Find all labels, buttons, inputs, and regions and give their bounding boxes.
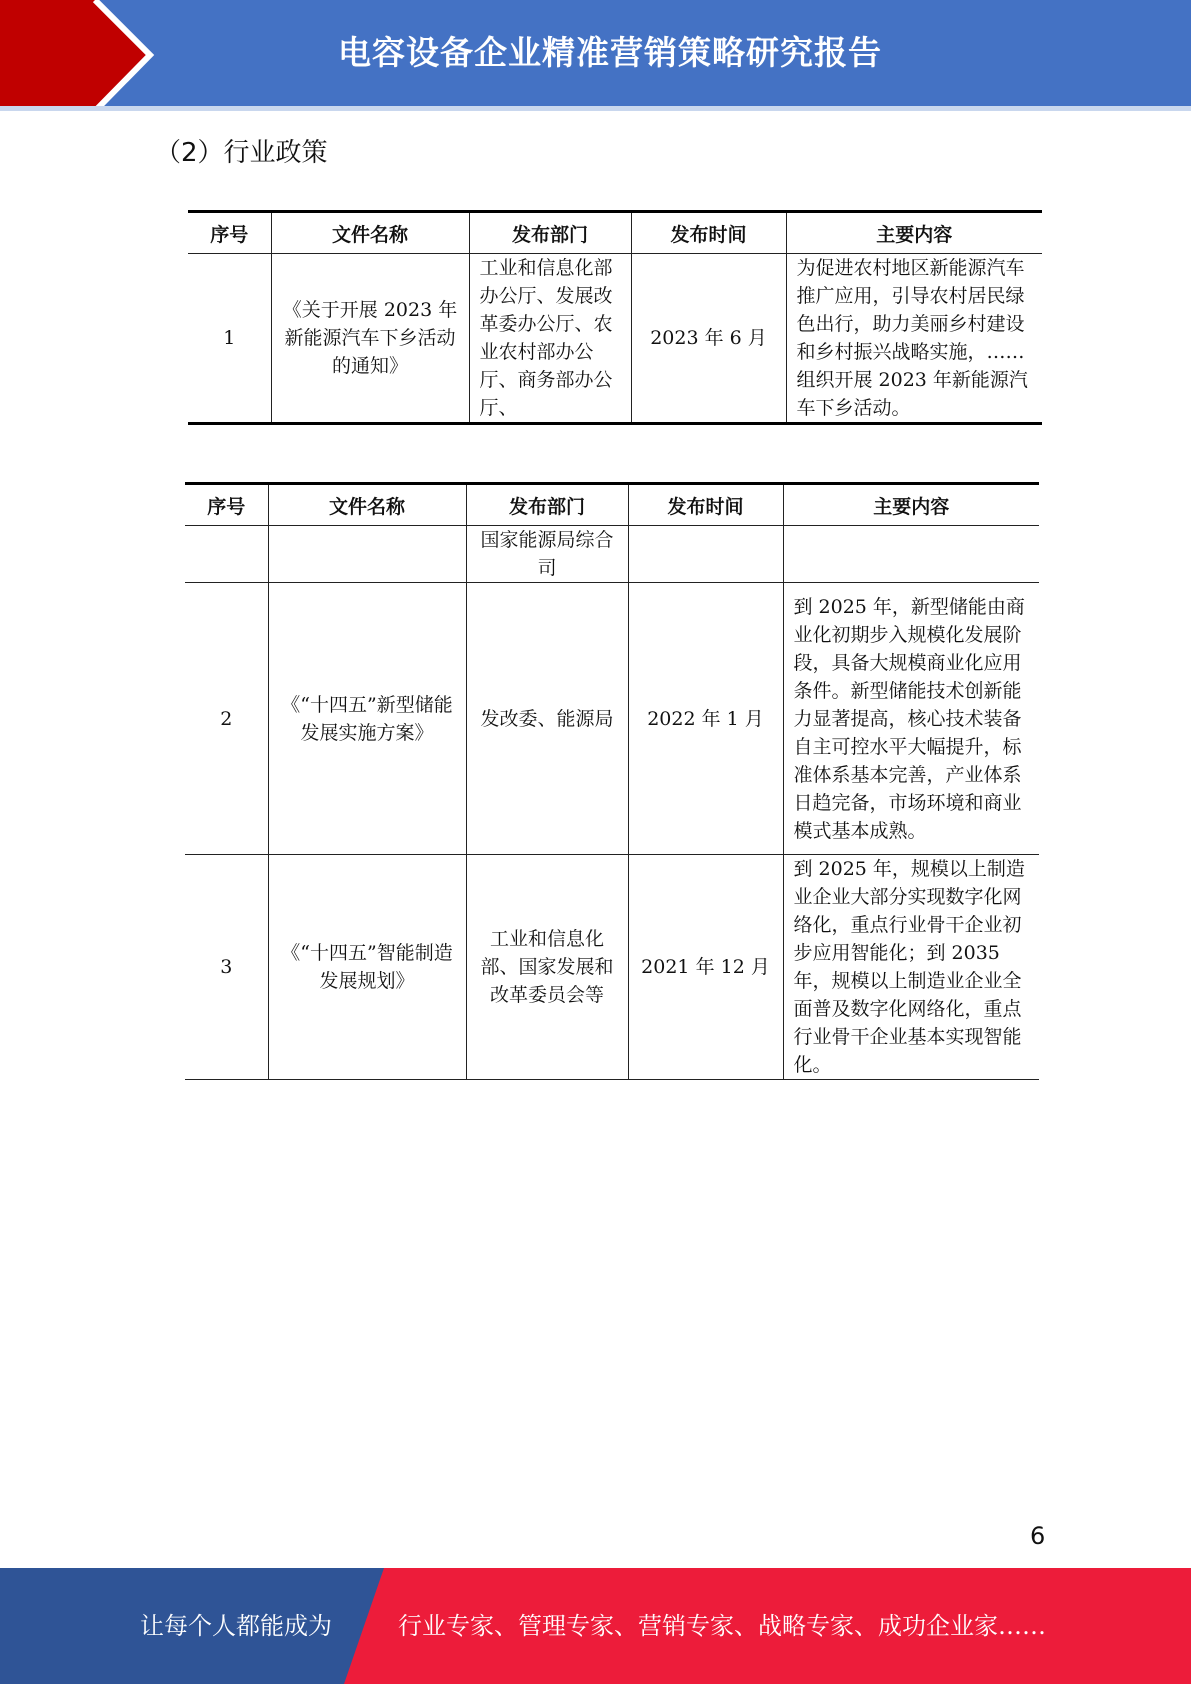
- col-header-name: 文件名称: [271, 212, 469, 254]
- cell-name: 《“十四五”智能制造发展规划》: [268, 855, 466, 1080]
- cell-dept: 国家能源局综合司: [466, 526, 628, 583]
- cell-name: 《“十四五”新型储能发展实施方案》: [268, 583, 466, 855]
- page-number: 6: [1030, 1522, 1046, 1550]
- col-header-dept: 发布部门: [469, 212, 631, 254]
- cell-no: 1: [188, 254, 271, 424]
- cell-no: [185, 526, 268, 583]
- section-heading: （2）行业政策: [155, 138, 328, 168]
- table-row: [188, 254, 1042, 424]
- cell-date: 2021 年 12 月: [628, 855, 783, 1080]
- footer-slogan-right: 行业专家、管理专家、营销专家、战略专家、成功企业家……: [398, 1612, 1046, 1640]
- cell-content: 到 2025 年，新型储能由商业化初期步入规模化发展阶段，具备大规模商业化应用条件。新型储能技术创新能力显著提高，核心技术装备自主可控水平大幅提升，标准体系基本完善，产业体系日趋完备，市场环境和商业模式基本成熟。: [783, 583, 1039, 855]
- col-header-content: 主要内容: [783, 484, 1039, 526]
- cell-date: 2023 年 6 月: [631, 254, 786, 424]
- table-header-row: [185, 484, 1039, 526]
- cell-dept: 发改委、能源局: [466, 583, 628, 855]
- table-row: [185, 583, 1039, 855]
- cell-content: [783, 526, 1039, 583]
- col-header-date: 发布时间: [628, 484, 783, 526]
- col-header-no: 序号: [188, 212, 271, 254]
- policy-table-1: [188, 210, 1042, 425]
- cell-date: 2022 年 1 月: [628, 583, 783, 855]
- cell-no: 3: [185, 855, 268, 1080]
- table-header-row: [188, 212, 1042, 254]
- table-row: [185, 855, 1039, 1080]
- col-header-content: 主要内容: [786, 212, 1042, 254]
- header-banner: [0, 0, 1191, 111]
- cell-no: 2: [185, 583, 268, 855]
- cell-name: 《关于开展 2023 年新能源汽车下乡活动的通知》: [271, 254, 469, 424]
- col-header-name: 文件名称: [268, 484, 466, 526]
- col-header-no: 序号: [185, 484, 268, 526]
- cell-date: [628, 526, 783, 583]
- col-header-date: 发布时间: [631, 212, 786, 254]
- report-title: 电容设备企业精准营销策略研究报告: [338, 33, 882, 72]
- cell-dept: 工业和信息化部办公厅、发展改革委办公厅、农业农村部办公厅、商务部办公厅、: [469, 254, 631, 424]
- cell-content: 到 2025 年，规模以上制造业企业大部分实现数字化网络化，重点行业骨干企业初步应用智能化；到 2035 年，规模以上制造业企业全面普及数字化网络化，重点行业骨干企业基本实现智能化。: [783, 855, 1039, 1080]
- footer-banner: [0, 1568, 1191, 1684]
- footer-slogan-left: 让每个人都能成为: [140, 1612, 332, 1640]
- cell-name: [268, 526, 466, 583]
- cell-dept: 工业和信息化部、国家发展和改革委员会等: [466, 855, 628, 1080]
- cell-content: 为促进农村地区新能源汽车推广应用，引导农村居民绿色出行，助力美丽乡村建设和乡村振兴战略实施，……组织开展 2023 年新能源汽车下乡活动。: [786, 254, 1042, 424]
- col-header-dept: 发布部门: [466, 484, 628, 526]
- table-row: [185, 526, 1039, 583]
- policy-table-2: [185, 482, 1039, 1080]
